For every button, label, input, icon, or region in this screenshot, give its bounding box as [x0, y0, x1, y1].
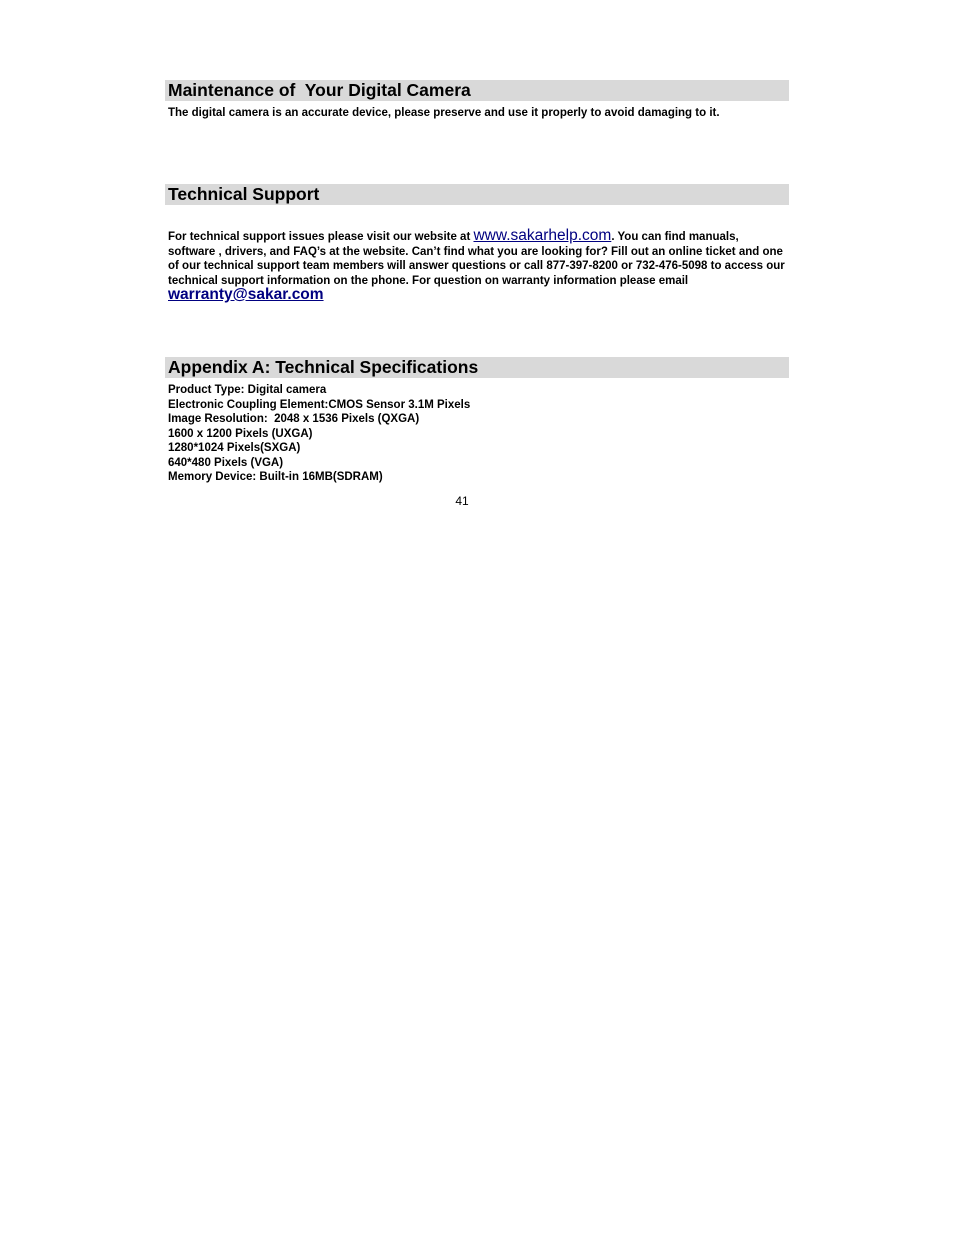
appendix-heading: Appendix A: Technical Specifications: [165, 357, 789, 378]
spec-image-resolution: Image Resolution: 2048 x 1536 Pixels (QXGA): [168, 413, 420, 425]
spec-product-type: Product Type: Digital camera: [168, 384, 327, 396]
technical-support-body: [168, 229, 788, 304]
support-website-link[interactable]: www.sakarhelp.com: [473, 227, 612, 244]
warranty-email-link[interactable]: warranty@sakar.com: [168, 286, 324, 303]
spec-resolution-sxga: 1280*1024 Pixels(SXGA): [168, 442, 301, 454]
maintenance-body: The digital camera is an accurate device, please preserve and use it properly to avoid damaging to it.: [168, 107, 720, 119]
spec-resolution-vga: 640*480 Pixels (VGA): [168, 456, 284, 469]
spec-memory-device: Memory Device: Built-in 16MB(SDRAM): [168, 471, 383, 483]
page-number: 41: [455, 494, 469, 508]
maintenance-heading: Maintenance of Your Digital Camera: [165, 80, 789, 101]
specifications-list: [168, 383, 788, 485]
technical-support-heading: Technical Support: [165, 184, 789, 205]
spec-resolution-uxga: 1600 x 1200 Pixels (UXGA): [168, 427, 313, 440]
support-text-intro: For technical support issues please visit our website at: [168, 231, 474, 243]
spec-coupling-element: Electronic Coupling Element:CMOS Sensor 3.1M Pixels: [168, 398, 471, 411]
support-text-details: . You can find manuals, software , drivers, and FAQ’s at the website. Can’t find what you are looking for? Fill out an online ticket and one of our technical support team members will answer questions or call 877-397-8200 or 732-476-5098 to access our technical support information on the phone. For question on warranty information please email: [168, 231, 785, 287]
